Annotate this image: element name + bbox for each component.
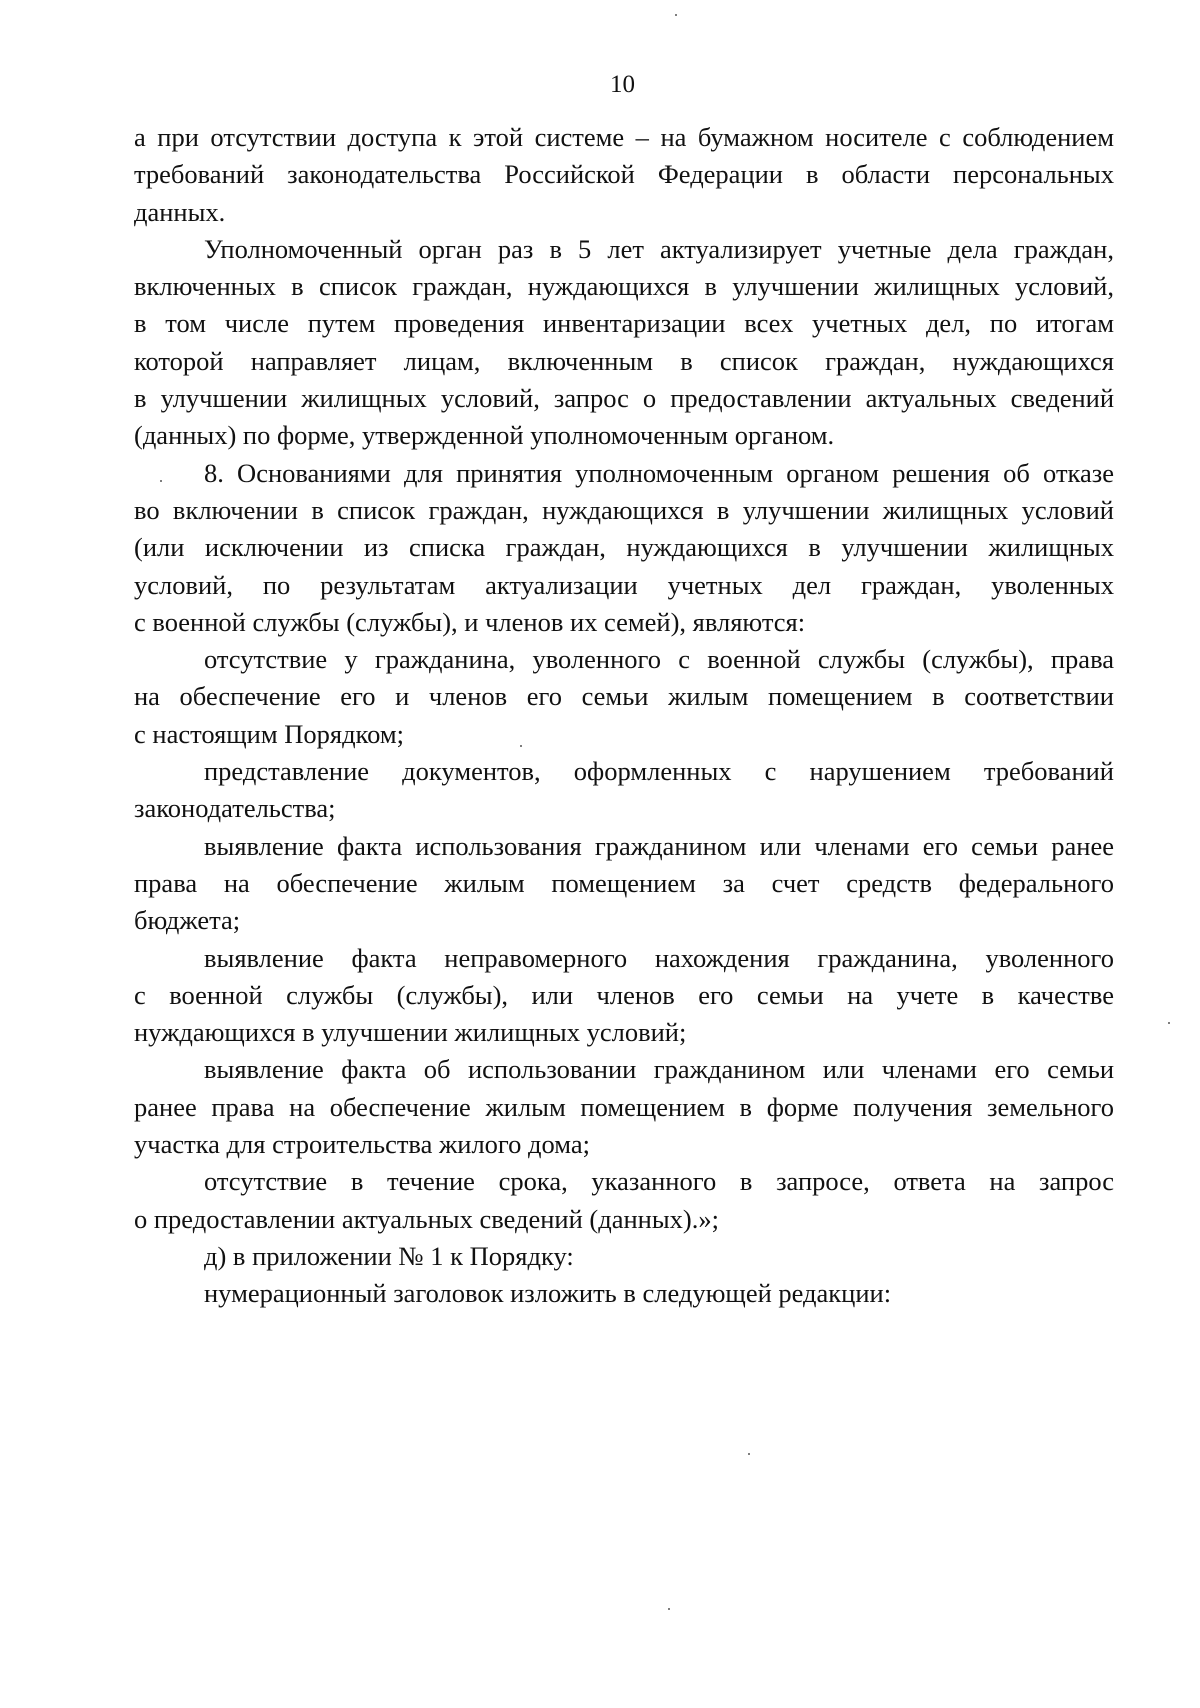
- scan-speck: [668, 1608, 670, 1610]
- scan-speck: [748, 1453, 750, 1455]
- text-line: бюджета;: [134, 905, 241, 936]
- scan-speck: [160, 480, 162, 482]
- document-body: [134, 119, 1114, 1313]
- paragraph: [134, 1163, 1114, 1238]
- text-line: нуждающихся в улучшении жилищных условий;: [134, 1017, 687, 1048]
- text-line: представление документов, оформленных с нарушением требований: [204, 756, 1114, 787]
- paragraph: [134, 231, 1114, 455]
- text-line: включенных в список граждан, нуждающихся в улучшении жилищных условий,: [134, 271, 1114, 302]
- text-line: которой направляет лицам, включенным в список граждан, нуждающихся: [134, 345, 1114, 376]
- paragraph: [134, 641, 1114, 753]
- text-line: д) в приложении № 1 к Порядку:: [204, 1240, 574, 1271]
- text-line: выявление факта использования гражданином или членами его семьи ранее: [204, 830, 1114, 861]
- scan-speck: [1168, 1022, 1170, 1024]
- text-line: требований законодательства Российской Федерации в области персональных: [134, 159, 1114, 190]
- text-line: законодательства;: [134, 793, 336, 824]
- text-line: условий, по результатам актуализации учетных дел граждан, уволенных: [134, 569, 1114, 600]
- text-line: с военной службы (службы), или членов его семьи на учете в качестве: [134, 979, 1114, 1010]
- text-line: 8. Основаниями для принятия уполномоченным органом решения об отказе: [204, 457, 1114, 488]
- text-line: во включении в список граждан, нуждающихся в улучшении жилищных условий: [134, 494, 1114, 525]
- text-line: (или исключении из списка граждан, нуждающихся в улучшении жилищных: [134, 532, 1114, 563]
- text-line: о предоставлении актуальных сведений (данных).»;: [134, 1203, 719, 1234]
- page-number: 10: [610, 71, 635, 98]
- paragraph: [134, 940, 1114, 1052]
- text-line: участка для строительства жилого дома;: [134, 1129, 590, 1160]
- paragraph: [134, 1238, 1114, 1275]
- paragraph: [134, 1051, 1114, 1163]
- text-line: в том числе путем проведения инвентаризации всех учетных дел, по итогам: [134, 308, 1114, 339]
- text-line: а при отсутствии доступа к этой системе – на бумажном носителе с соблюдением: [134, 122, 1114, 152]
- paragraph: [134, 753, 1114, 828]
- text-line: с военной службы (службы), и членов их семей), являются:: [134, 606, 806, 637]
- text-line: на обеспечение его и членов его семьи жилым помещением в соответствии: [134, 681, 1114, 712]
- text-line: (данных) по форме, утвержденной уполномоченным органом.: [134, 420, 835, 451]
- text-line: выявление факта об использовании гражданином или членами его семьи: [204, 1054, 1114, 1085]
- scan-speck: [520, 745, 522, 747]
- paragraph: [134, 1275, 1114, 1312]
- paragraph: [134, 455, 1114, 641]
- text-line: отсутствие у гражданина, уволенного с военной службы (службы), права: [204, 644, 1114, 675]
- text-line: отсутствие в течение срока, указанного в запросе, ответа на запрос: [204, 1166, 1114, 1197]
- text-line: нумерационный заголовок изложить в следующей редакции:: [204, 1278, 892, 1309]
- text-line: в улучшении жилищных условий, запрос о предоставлении актуальных сведений: [134, 383, 1114, 414]
- text-line: с настоящим Порядком;: [134, 718, 404, 749]
- text-line: права на обеспечение жилым помещением за счет средств федерального: [134, 867, 1114, 898]
- text-line: данных.: [134, 196, 226, 227]
- text-line: выявление факта неправомерного нахождения гражданина, уволенного: [204, 942, 1114, 973]
- scan-speck: [675, 14, 677, 16]
- paragraph: [134, 828, 1114, 940]
- paragraph: [134, 119, 1114, 231]
- text-line: ранее права на обеспечение жилым помещением в форме получения земельного: [134, 1091, 1114, 1122]
- text-line: Уполномоченный орган раз в 5 лет актуализирует учетные дела граждан,: [204, 233, 1114, 264]
